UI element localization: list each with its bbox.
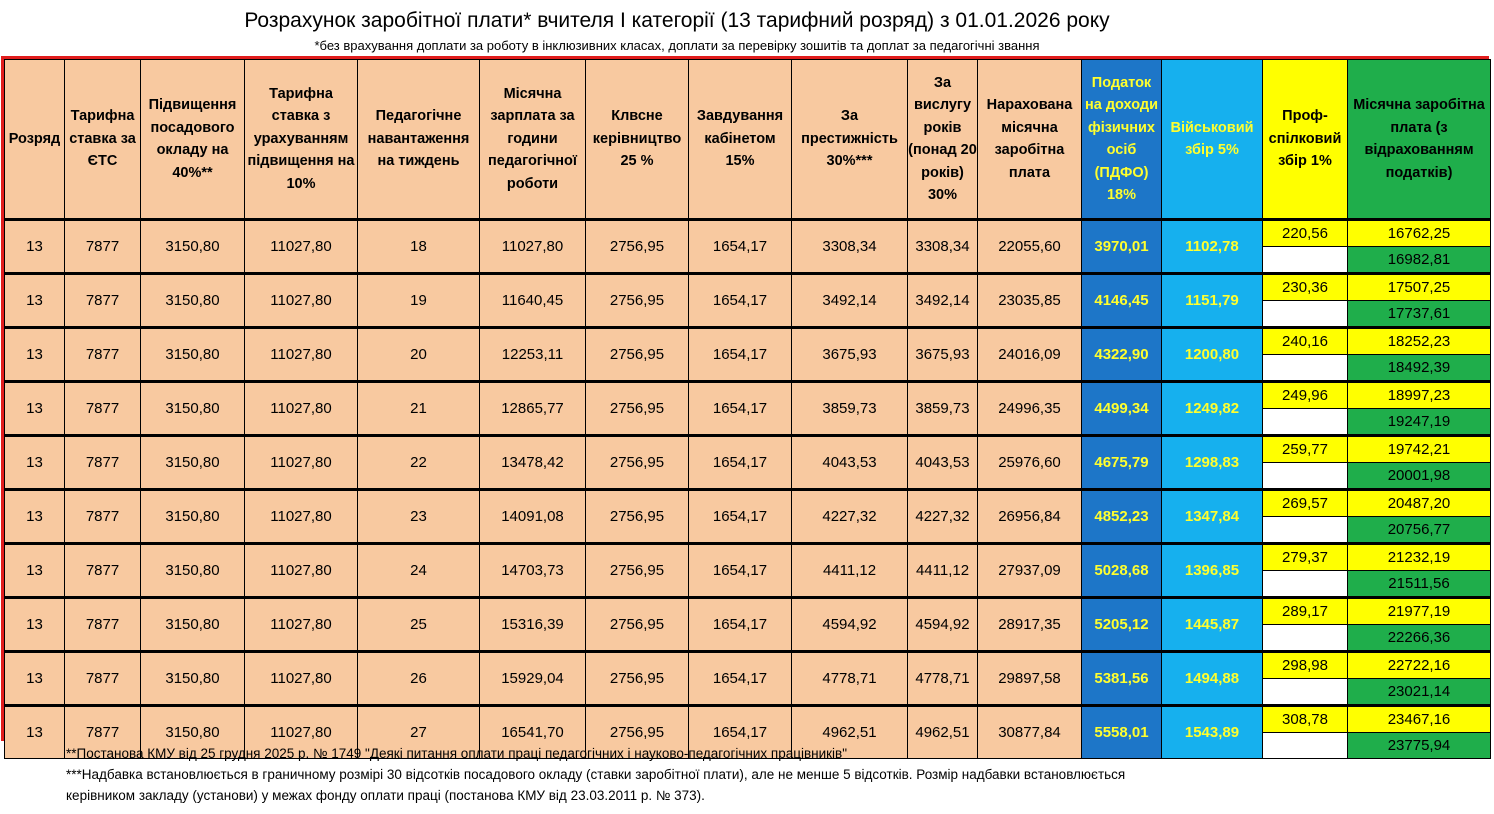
cell-pdfo: 4852,23: [1082, 490, 1162, 544]
cell-union-empty: [1263, 679, 1348, 706]
cell-net-without-union: 17737,61: [1348, 301, 1491, 328]
cell-rank: 13: [5, 274, 65, 328]
cell-class-lead: 2756,95: [586, 274, 689, 328]
cell-tariff-raised: 11027,80: [245, 598, 358, 652]
cell-tariff: 7877: [65, 436, 141, 490]
cell-raise: 3150,80: [141, 544, 245, 598]
cell-raise: 3150,80: [141, 706, 245, 759]
cell-pdfo: 5028,68: [1082, 544, 1162, 598]
cell-accrued: 24996,35: [978, 382, 1082, 436]
cell-military: 1249,82: [1162, 382, 1263, 436]
table-row: [5, 706, 1491, 733]
cell-tariff-raised: 11027,80: [245, 274, 358, 328]
cell-union-empty: [1263, 463, 1348, 490]
cell-raise: 3150,80: [141, 274, 245, 328]
cell-net-without-union: 20001,98: [1348, 463, 1491, 490]
cell-net-with-union: 20487,20: [1348, 490, 1491, 517]
cell-load: 23: [358, 490, 480, 544]
cell-load: 25: [358, 598, 480, 652]
cell-tariff: 7877: [65, 706, 141, 759]
header-accrued: Нарахована місячна заробітна плата: [978, 60, 1082, 220]
header-load: Педагогічне навантаження на тиждень: [358, 60, 480, 220]
cell-load: 22: [358, 436, 480, 490]
cell-cabinet: 1654,17: [689, 328, 792, 382]
cell-cabinet: 1654,17: [689, 706, 792, 759]
cell-pdfo: 4146,45: [1082, 274, 1162, 328]
cell-net-without-union: 23021,14: [1348, 679, 1491, 706]
cell-class-lead: 2756,95: [586, 706, 689, 759]
cell-prestige: 4227,32: [792, 490, 908, 544]
cell-monthly: 15929,04: [480, 652, 586, 706]
cell-union-empty: [1263, 355, 1348, 382]
cell-net-without-union: 18492,39: [1348, 355, 1491, 382]
cell-raise: 3150,80: [141, 382, 245, 436]
cell-net-with-union: 18997,23: [1348, 382, 1491, 409]
cell-raise: 3150,80: [141, 652, 245, 706]
cell-tariff: 7877: [65, 544, 141, 598]
cell-union-empty: [1263, 301, 1348, 328]
header-tariff: Тарифна ставка за ЄТС: [65, 60, 141, 220]
cell-class-lead: 2756,95: [586, 436, 689, 490]
cell-net-with-union: 21232,19: [1348, 544, 1491, 571]
cell-union: 230,36: [1263, 274, 1348, 301]
cell-cabinet: 1654,17: [689, 544, 792, 598]
cell-military: 1347,84: [1162, 490, 1263, 544]
cell-cabinet: 1654,17: [689, 652, 792, 706]
cell-union: 240,16: [1263, 328, 1348, 355]
cell-tariff-raised: 11027,80: [245, 544, 358, 598]
cell-tariff: 7877: [65, 328, 141, 382]
cell-union-empty: [1263, 625, 1348, 652]
header-seniority: За вислугу років (понад 20 років) 30%: [908, 60, 978, 220]
cell-union-empty: [1263, 247, 1348, 274]
cell-monthly: 12253,11: [480, 328, 586, 382]
cell-military: 1543,89: [1162, 706, 1263, 759]
cell-net-without-union: 20756,77: [1348, 517, 1491, 544]
cell-tariff-raised: 11027,80: [245, 706, 358, 759]
cell-cabinet: 1654,17: [689, 274, 792, 328]
table-row: [5, 274, 1491, 301]
cell-rank: 13: [5, 652, 65, 706]
cell-rank: 13: [5, 544, 65, 598]
cell-class-lead: 2756,95: [586, 490, 689, 544]
header-cabinet: Завдування кабінетом 15%: [689, 60, 792, 220]
cell-prestige: 3308,34: [792, 220, 908, 274]
table-row: [5, 382, 1491, 409]
cell-seniority: 4962,51: [908, 706, 978, 759]
cell-union: 279,37: [1263, 544, 1348, 571]
cell-net-without-union: 21511,56: [1348, 571, 1491, 598]
cell-load: 21: [358, 382, 480, 436]
cell-raise: 3150,80: [141, 490, 245, 544]
cell-union: 289,17: [1263, 598, 1348, 625]
cell-rank: 13: [5, 598, 65, 652]
cell-military: 1298,83: [1162, 436, 1263, 490]
cell-accrued: 22055,60: [978, 220, 1082, 274]
cell-tariff-raised: 11027,80: [245, 220, 358, 274]
cell-seniority: 4778,71: [908, 652, 978, 706]
cell-pdfo: 4499,34: [1082, 382, 1162, 436]
cell-tariff: 7877: [65, 598, 141, 652]
cell-union-empty: [1263, 571, 1348, 598]
cell-rank: 13: [5, 706, 65, 759]
cell-load: 20: [358, 328, 480, 382]
cell-class-lead: 2756,95: [586, 544, 689, 598]
cell-net-without-union: 16982,81: [1348, 247, 1491, 274]
cell-rank: 13: [5, 490, 65, 544]
cell-tariff: 7877: [65, 490, 141, 544]
cell-tariff-raised: 11027,80: [245, 652, 358, 706]
cell-monthly: 16541,70: [480, 706, 586, 759]
cell-military: 1102,78: [1162, 220, 1263, 274]
cell-military: 1151,79: [1162, 274, 1263, 328]
cell-pdfo: 5205,12: [1082, 598, 1162, 652]
header-row: [5, 60, 1491, 220]
cell-class-lead: 2756,95: [586, 382, 689, 436]
cell-monthly: 11640,45: [480, 274, 586, 328]
footnote-3: керівником закладу (установи) у межах фонду оплати праці (постанова КМУ від 23.03.2011 р. № 373).: [66, 788, 705, 803]
cell-cabinet: 1654,17: [689, 220, 792, 274]
header-class-lead: Клвсне керівництво 25 %: [586, 60, 689, 220]
cell-military: 1494,88: [1162, 652, 1263, 706]
cell-cabinet: 1654,17: [689, 436, 792, 490]
cell-prestige: 4962,51: [792, 706, 908, 759]
cell-rank: 13: [5, 436, 65, 490]
cell-monthly: 11027,80: [480, 220, 586, 274]
cell-raise: 3150,80: [141, 220, 245, 274]
cell-seniority: 4227,32: [908, 490, 978, 544]
cell-load: 19: [358, 274, 480, 328]
cell-cabinet: 1654,17: [689, 490, 792, 544]
cell-seniority: 4043,53: [908, 436, 978, 490]
cell-pdfo: 3970,01: [1082, 220, 1162, 274]
cell-union-empty: [1263, 409, 1348, 436]
cell-net-with-union: 17507,25: [1348, 274, 1491, 301]
cell-raise: 3150,80: [141, 436, 245, 490]
cell-seniority: 4594,92: [908, 598, 978, 652]
cell-tariff-raised: 11027,80: [245, 328, 358, 382]
table-row: [5, 436, 1491, 463]
cell-prestige: 4411,12: [792, 544, 908, 598]
table-row: [5, 220, 1491, 247]
cell-rank: 13: [5, 382, 65, 436]
cell-monthly: 15316,39: [480, 598, 586, 652]
table-row: [5, 490, 1491, 517]
cell-accrued: 23035,85: [978, 274, 1082, 328]
cell-class-lead: 2756,95: [586, 652, 689, 706]
table-row: [5, 598, 1491, 625]
cell-tariff-raised: 11027,80: [245, 490, 358, 544]
header-military: Військовий збір 5%: [1162, 60, 1263, 220]
cell-net-with-union: 23467,16: [1348, 706, 1491, 733]
table-row: [5, 652, 1491, 679]
cell-tariff-raised: 11027,80: [245, 436, 358, 490]
cell-load: 26: [358, 652, 480, 706]
cell-monthly: 14091,08: [480, 490, 586, 544]
page-subtitle: *без врахування доплати за роботу в інклюзивних класах, доплати за перевірку зошитів та доплат за педагогічні звання: [314, 38, 1040, 53]
cell-union-empty: [1263, 517, 1348, 544]
cell-tariff: 7877: [65, 382, 141, 436]
cell-pdfo: 4322,90: [1082, 328, 1162, 382]
header-rank: Розряд: [5, 60, 65, 220]
cell-prestige: 3675,93: [792, 328, 908, 382]
cell-prestige: 4594,92: [792, 598, 908, 652]
cell-net-with-union: 22722,16: [1348, 652, 1491, 679]
cell-net-with-union: 21977,19: [1348, 598, 1491, 625]
cell-tariff: 7877: [65, 652, 141, 706]
cell-monthly: 13478,42: [480, 436, 586, 490]
cell-union: 259,77: [1263, 436, 1348, 463]
header-tariff-raised: Тарифна ставка з урахуванням підвищення на 10%: [245, 60, 358, 220]
cell-net-without-union: 23775,94: [1348, 733, 1491, 759]
cell-prestige: 3492,14: [792, 274, 908, 328]
cell-seniority: 3859,73: [908, 382, 978, 436]
cell-tariff-raised: 11027,80: [245, 382, 358, 436]
header-prestige: За престижність 30%***: [792, 60, 908, 220]
cell-accrued: 30877,84: [978, 706, 1082, 759]
page-title: Розрахунок заробітної плати* вчителя І категорії (13 тарифний розряд) з 01.01.2026 року: [244, 9, 1110, 32]
cell-cabinet: 1654,17: [689, 382, 792, 436]
cell-union: 220,56: [1263, 220, 1348, 247]
cell-load: 18: [358, 220, 480, 274]
cell-class-lead: 2756,95: [586, 328, 689, 382]
cell-union: 308,78: [1263, 706, 1348, 733]
cell-union: 298,98: [1263, 652, 1348, 679]
cell-military: 1445,87: [1162, 598, 1263, 652]
cell-class-lead: 2756,95: [586, 598, 689, 652]
cell-monthly: 12865,77: [480, 382, 586, 436]
cell-net-with-union: 18252,23: [1348, 328, 1491, 355]
header-raise40: Підвищення посадового окладу на 40%**: [141, 60, 245, 220]
cell-military: 1396,85: [1162, 544, 1263, 598]
cell-seniority: 3675,93: [908, 328, 978, 382]
cell-accrued: 28917,35: [978, 598, 1082, 652]
cell-net-without-union: 19247,19: [1348, 409, 1491, 436]
cell-rank: 13: [5, 220, 65, 274]
cell-accrued: 29897,58: [978, 652, 1082, 706]
cell-raise: 3150,80: [141, 598, 245, 652]
header-pdfo: Податок на доходи фізичних осіб (ПДФО) 18%: [1082, 60, 1162, 220]
cell-monthly: 14703,73: [480, 544, 586, 598]
cell-tariff: 7877: [65, 274, 141, 328]
cell-accrued: 26956,84: [978, 490, 1082, 544]
cell-tariff: 7877: [65, 220, 141, 274]
cell-union: 269,57: [1263, 490, 1348, 517]
cell-load: 27: [358, 706, 480, 759]
cell-accrued: 25976,60: [978, 436, 1082, 490]
cell-union: 249,96: [1263, 382, 1348, 409]
cell-accrued: 24016,09: [978, 328, 1082, 382]
cell-prestige: 3859,73: [792, 382, 908, 436]
cell-prestige: 4778,71: [792, 652, 908, 706]
cell-seniority: 3492,14: [908, 274, 978, 328]
salary-table: [4, 59, 1491, 759]
header-monthly-hours: Місячна зарплата за години педагогічної роботи: [480, 60, 586, 220]
table-row: [5, 544, 1491, 571]
table-row: [5, 328, 1491, 355]
cell-net-with-union: 16762,25: [1348, 220, 1491, 247]
footnotes: [66, 743, 1366, 806]
cell-class-lead: 2756,95: [586, 220, 689, 274]
cell-military: 1200,80: [1162, 328, 1263, 382]
cell-raise: 3150,80: [141, 328, 245, 382]
footnote-2: ***Надбавка встановлюється в граничному розмірі 30 відсотків посадового окладу (ставки заробітної плати), але не менше 5 відсотків. Розмір надбавки встановлюється: [66, 767, 1126, 782]
cell-accrued: 27937,09: [978, 544, 1082, 598]
footnote-1: **Постанова КМУ від 25 грудня 2025 р. № 1749 "Деякі питання оплати праці педагогічних і науково-педагогічних працівників": [66, 746, 847, 761]
cell-seniority: 4411,12: [908, 544, 978, 598]
cell-load: 24: [358, 544, 480, 598]
cell-pdfo: 5558,01: [1082, 706, 1162, 759]
header-union: Проф-спілковий збір 1%: [1263, 60, 1348, 220]
cell-pdfo: 4675,79: [1082, 436, 1162, 490]
cell-cabinet: 1654,17: [689, 598, 792, 652]
cell-seniority: 3308,34: [908, 220, 978, 274]
cell-pdfo: 5381,56: [1082, 652, 1162, 706]
cell-net-with-union: 19742,21: [1348, 436, 1491, 463]
header-net: Місячна заробітна плата (з відрахованням податків): [1348, 60, 1491, 220]
cell-prestige: 4043,53: [792, 436, 908, 490]
cell-rank: 13: [5, 328, 65, 382]
cell-net-without-union: 22266,36: [1348, 625, 1491, 652]
